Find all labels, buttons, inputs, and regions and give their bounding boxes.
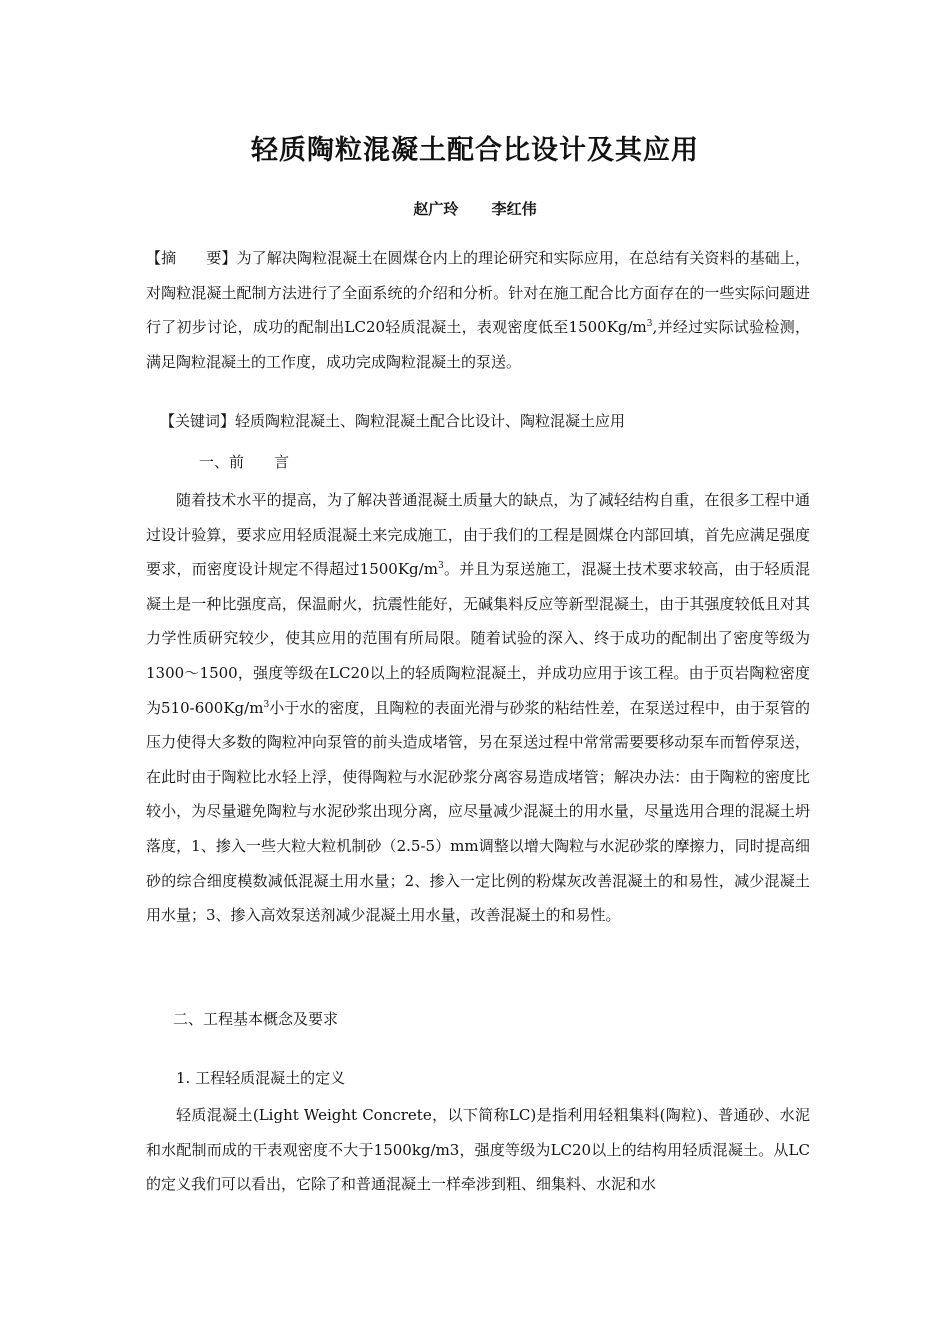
- author-name: 赵广玲: [413, 200, 459, 218]
- section-heading-concepts: 二、工程基本概念及要求: [173, 1010, 339, 1028]
- keywords-text: 轻质陶粒混凝土、陶粒混凝土配合比设计、陶粒混凝土应用: [235, 412, 626, 430]
- paper-title: 轻质陶粒混凝土配合比设计及其应用: [251, 135, 699, 166]
- superscript: 3: [263, 699, 270, 710]
- paragraph-text: 。并且为泵送施工，混凝土技术要求较高，由于轻质混凝土是一种比强度高，保温耐火，抗震性能好，无碱集料反应等新型混凝土，由于其强度较低且对其力学性质研究较少，使其应用的范围有所局限。随着试验的深入、终于成功的配制出了密度等级为1300～1500，强度等级在LC20以上的轻质陶粒混凝土，并成功应用于该工程。由于页岩陶粒密度为510-600Kg/m: [146, 560, 810, 717]
- body-paragraph: [146, 483, 810, 933]
- paragraph-text: 轻质混凝土(Light Weight Concrete，以下简称LC)是指利用轻粗集料(陶粒)、普通砂、水泥和水配制而成的干表观密度不大于1500kg/m3，强度等级为LC20以上的结构用轻质混凝土。从LC的定义我们可以看出，它除了和普通混凝土一样牵涉到粗、细集料、水泥和水: [146, 1106, 810, 1194]
- body-paragraph: [146, 1098, 810, 1202]
- keywords-label: 【关键词】: [160, 412, 236, 430]
- paragraph-text: 小于水的密度，且陶粒的表面光滑与砂浆的粘结性差，在泵送过程中，由于泵管的压力使得大多数的陶粒冲向泵管的前头造成堵管，另在泵送过程中常常需要要移动泵车而暂停泵送，在此时由于陶粒比水轻上浮，使得陶粒与水泥砂浆分离容易造成堵管；解决办法：由于陶粒的密度比较小，为尽量避免陶粒与水泥砂浆出现分离，应尽量减少混凝土的用水量，尽量选用合理的混凝土坍落度，1、掺入一些大粒大粒机制砂（2.5-5）mm调整以增大陶粒与水泥砂浆的摩擦力，同时提高细砂的综合细度模数减低混凝土用水量；2、掺入一定比例的粉煤灰改善混凝土的和易性，减少混凝土用水量；3、掺入高效泵送剂减少混凝土用水量，改善混凝土的和易性。: [146, 698, 810, 925]
- superscript: 3: [437, 561, 444, 572]
- subsection-heading: 1. 工程轻质混凝土的定义: [176, 1069, 346, 1087]
- author-list: [0, 198, 950, 219]
- superscript: 3: [646, 319, 653, 330]
- paragraph-text: 随着技术水平的提高，为了解决普通混凝土质量大的缺点，为了减轻结构自重，在很多工程中通过设计验算，要求应用轻质混凝土来完成施工，由于我们的工程是圆煤仓内部回填，首先应满足强度要求，而密度设计规定不得超过1500Kg/m: [146, 491, 810, 579]
- keywords-line: [160, 410, 625, 431]
- author-name: 李红伟: [491, 200, 537, 218]
- abstract-text-tail: ,并经过实际试验检测，满足陶粒混凝土的工作度，成功完成陶粒混凝土的泵送。: [146, 318, 810, 371]
- section-heading-preface: 一、前 言: [199, 453, 290, 471]
- abstract-label: 【摘 要】: [146, 249, 237, 267]
- abstract-text: 为了解决陶粒混凝土在圆煤仓内上的理论研究和实际应用，在总结有关资料的基础上，对陶粒混凝土配制方法进行了全面系统的介绍和分析。针对在施工配合比方面存在的一些实际问题进行了初步讨论，成功的配制出LC20轻质混凝土，表观密度低至1500Kg/m: [146, 249, 810, 337]
- abstract-paragraph: [146, 241, 810, 379]
